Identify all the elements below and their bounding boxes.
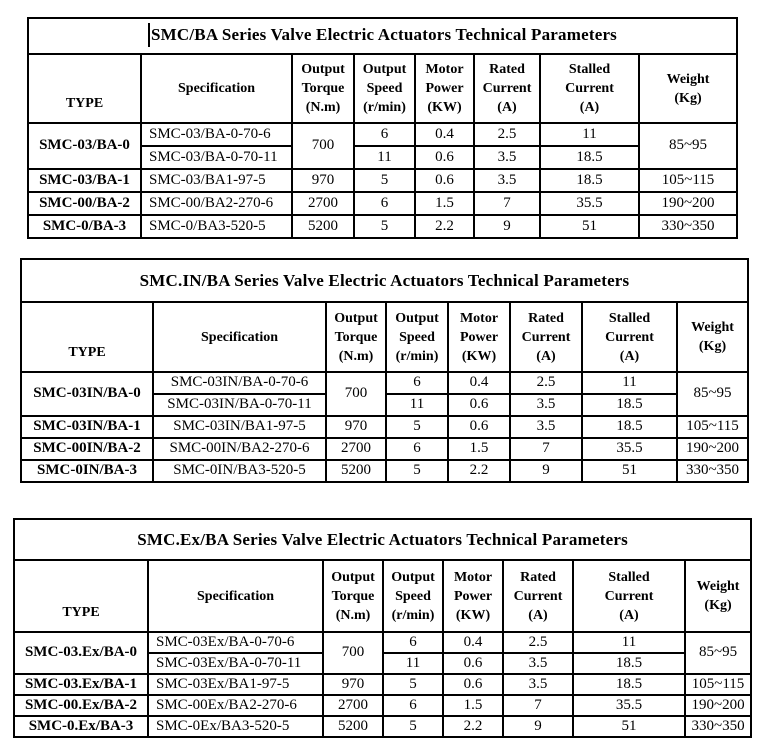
table-title — [28, 18, 737, 54]
header-line: Rated — [528, 310, 564, 326]
rated-current-cell: 3.5 — [474, 146, 540, 169]
spec-cell: SMC-03Ex/BA1-97-5 — [148, 674, 323, 695]
power-cell: 2.2 — [415, 215, 474, 238]
parameters-table — [20, 258, 749, 483]
column-header-type: TYPE — [28, 54, 141, 123]
speed-cell: 5 — [354, 215, 415, 238]
column-header-stalled-current — [540, 54, 639, 123]
power-cell: 0.6 — [415, 169, 474, 192]
type-cell: SMC-03IN/BA-1 — [21, 416, 153, 438]
column-header-output-torque — [326, 302, 386, 372]
column-header-specification: Specification — [141, 54, 292, 123]
speed-cell: 6 — [386, 438, 448, 460]
rated-current-cell: 7 — [510, 438, 582, 460]
stalled-current-cell: 11 — [573, 632, 685, 653]
speed-cell: 5 — [354, 169, 415, 192]
header-line: Motor — [459, 310, 499, 326]
speed-cell: 11 — [383, 653, 443, 674]
header-line: Rated — [520, 569, 556, 585]
type-cell: SMC-03IN/BA-0 — [21, 372, 153, 416]
header-line: Torque — [334, 329, 378, 345]
rated-current-cell: 3.5 — [510, 416, 582, 438]
header-line: Weight — [696, 579, 740, 594]
header-line: (r/min) — [391, 607, 435, 623]
column-header-motor-power — [443, 560, 503, 632]
column-header-weight — [685, 560, 751, 632]
speed-cell: 6 — [354, 123, 415, 146]
stalled-current-cell: 11 — [582, 372, 677, 394]
header-line: Power — [459, 329, 499, 345]
speed-cell: 5 — [383, 674, 443, 695]
header-line: Weight — [691, 320, 734, 335]
spec-cell: SMC-0/BA3-520-5 — [141, 215, 292, 238]
table-smc-ex-ba — [13, 518, 750, 738]
torque-cell: 5200 — [326, 460, 386, 482]
speed-cell: 6 — [383, 632, 443, 653]
stalled-current-cell: 18.5 — [540, 146, 639, 169]
column-header-type: TYPE — [14, 560, 148, 632]
header-line: Speed — [366, 81, 403, 96]
header-line: Power — [453, 588, 493, 604]
weight-cell: 190~200 — [677, 438, 748, 460]
power-cell: 2.2 — [443, 716, 503, 737]
speed-cell: 5 — [383, 716, 443, 737]
power-cell: 0.6 — [448, 394, 510, 416]
stalled-current-cell: 18.5 — [540, 169, 639, 192]
power-cell: 0.6 — [415, 146, 474, 169]
rated-current-cell: 3.5 — [503, 653, 573, 674]
header-line: Speed — [395, 588, 431, 604]
stalled-current-cell: 35.5 — [540, 192, 639, 215]
header-line: Speed — [399, 329, 435, 345]
rated-current-cell: 2.5 — [474, 123, 540, 146]
weight-cell: 105~115 — [677, 416, 748, 438]
parameters-table — [13, 518, 752, 738]
rated-current-cell: 7 — [503, 695, 573, 716]
header-line: (KW) — [427, 100, 462, 115]
header-line: Stalled — [568, 62, 611, 77]
header-line: (N.m) — [338, 348, 374, 364]
header-line: Current — [565, 81, 614, 96]
header-line: Current — [605, 329, 654, 345]
stalled-current-cell: 11 — [540, 123, 639, 146]
header-line: (A) — [619, 348, 640, 364]
column-header-output-speed — [386, 302, 448, 372]
torque-cell: 2700 — [323, 695, 383, 716]
header-line: (KW) — [461, 348, 497, 364]
torque-cell: 2700 — [292, 192, 354, 215]
header-line: Stalled — [608, 310, 651, 326]
weight-cell: 105~115 — [685, 674, 751, 695]
column-header-specification: Specification — [148, 560, 323, 632]
torque-cell: 2700 — [326, 438, 386, 460]
weight-cell: 85~95 — [685, 632, 751, 674]
table-title-text: SMC/BA Series Valve Electric Actuators Technical Parameters — [151, 24, 618, 44]
speed-cell: 5 — [386, 460, 448, 482]
column-header-motor-power — [448, 302, 510, 372]
weight-cell: 190~200 — [639, 192, 737, 215]
header-line: (r/min) — [395, 348, 439, 364]
weight-cell: 330~350 — [685, 716, 751, 737]
speed-cell: 11 — [386, 394, 448, 416]
torque-cell: 5200 — [323, 716, 383, 737]
stalled-current-cell: 18.5 — [582, 394, 677, 416]
rated-current-cell: 9 — [474, 215, 540, 238]
header-line: Output — [391, 569, 435, 585]
column-header-stalled-current — [582, 302, 677, 372]
header-line: Current — [521, 329, 571, 345]
speed-cell: 5 — [386, 416, 448, 438]
header-line: Motor — [453, 569, 493, 585]
type-cell: SMC-00.Ex/BA-2 — [14, 695, 148, 716]
rated-current-cell: 3.5 — [474, 169, 540, 192]
power-cell: 0.6 — [443, 653, 503, 674]
stalled-current-cell: 51 — [540, 215, 639, 238]
table-title: SMC.Ex/BA Series Valve Electric Actuators Technical Parameters — [14, 519, 751, 560]
weight-cell: 85~95 — [639, 123, 737, 169]
header-line: Output — [301, 62, 345, 77]
stalled-current-cell: 18.5 — [573, 674, 685, 695]
power-cell: 2.2 — [448, 460, 510, 482]
spec-cell: SMC-0IN/BA3-520-5 — [153, 460, 326, 482]
header-line: (Kg) — [674, 90, 702, 106]
power-cell: 0.4 — [415, 123, 474, 146]
header-line: (N.m) — [335, 607, 371, 623]
power-cell: 1.5 — [443, 695, 503, 716]
rated-current-cell: 3.5 — [503, 674, 573, 695]
spec-cell: SMC-03IN/BA1-97-5 — [153, 416, 326, 438]
type-cell: SMC-0/BA-3 — [28, 215, 141, 238]
weight-cell: 105~115 — [639, 169, 737, 192]
column-header-type: TYPE — [21, 302, 153, 372]
type-cell: SMC-03.Ex/BA-0 — [14, 632, 148, 674]
column-header-weight — [677, 302, 748, 372]
header-line: (A) — [536, 348, 556, 364]
header-line: (Kg) — [704, 598, 732, 613]
table-smc-ba — [27, 17, 736, 239]
text-cursor-icon — [148, 23, 150, 47]
column-header-rated-current — [510, 302, 582, 372]
rated-current-cell: 3.5 — [510, 394, 582, 416]
header-line: Weight — [666, 71, 710, 87]
header-line: Torque — [301, 81, 345, 96]
column-header-rated-current — [474, 54, 540, 123]
spec-cell: SMC-00IN/BA2-270-6 — [153, 438, 326, 460]
table-title: SMC.IN/BA Series Valve Electric Actuators Technical Parameters — [21, 259, 748, 302]
power-cell: 0.6 — [443, 674, 503, 695]
header-line: (r/min) — [363, 100, 406, 115]
power-cell: 1.5 — [415, 192, 474, 215]
stalled-current-cell: 51 — [582, 460, 677, 482]
torque-cell: 700 — [326, 372, 386, 416]
rated-current-cell: 9 — [510, 460, 582, 482]
column-header-weight — [639, 54, 737, 123]
type-cell: SMC-00/BA-2 — [28, 192, 141, 215]
weight-cell: 330~350 — [639, 215, 737, 238]
stalled-current-cell: 18.5 — [582, 416, 677, 438]
stalled-current-cell: 35.5 — [582, 438, 677, 460]
column-header-motor-power — [415, 54, 474, 123]
column-header-output-torque — [292, 54, 354, 123]
spec-cell: SMC-0Ex/BA3-520-5 — [148, 716, 323, 737]
torque-cell: 970 — [323, 674, 383, 695]
power-cell: 0.6 — [448, 416, 510, 438]
header-line: Output — [362, 62, 407, 77]
header-line: Motor — [425, 62, 464, 77]
stalled-current-cell: 51 — [573, 716, 685, 737]
column-header-rated-current — [503, 560, 573, 632]
speed-cell: 6 — [354, 192, 415, 215]
spec-cell: SMC-03/BA-0-70-11 — [141, 146, 292, 169]
header-line: (A) — [528, 607, 548, 623]
header-line: Current — [604, 588, 654, 604]
torque-cell: 5200 — [292, 215, 354, 238]
table-smc-in-ba — [20, 258, 747, 483]
type-cell: SMC-03/BA-1 — [28, 169, 141, 192]
type-cell: SMC-03/BA-0 — [28, 123, 141, 169]
header-line: Output — [331, 569, 375, 585]
spec-cell: SMC-00/BA2-270-6 — [141, 192, 292, 215]
column-header-stalled-current — [573, 560, 685, 632]
spec-cell: SMC-00Ex/BA2-270-6 — [148, 695, 323, 716]
spec-cell: SMC-03/BA1-97-5 — [141, 169, 292, 192]
power-cell: 0.4 — [448, 372, 510, 394]
type-cell: SMC-03.Ex/BA-1 — [14, 674, 148, 695]
header-line: Torque — [331, 588, 375, 604]
column-header-output-torque — [323, 560, 383, 632]
type-cell: SMC-0IN/BA-3 — [21, 460, 153, 482]
speed-cell: 6 — [386, 372, 448, 394]
weight-cell: 85~95 — [677, 372, 748, 416]
header-line: Output — [334, 310, 378, 326]
power-cell: 0.4 — [443, 632, 503, 653]
rated-current-cell: 2.5 — [510, 372, 582, 394]
spec-cell: SMC-03Ex/BA-0-70-6 — [148, 632, 323, 653]
torque-cell: 700 — [323, 632, 383, 674]
speed-cell: 11 — [354, 146, 415, 169]
rated-current-cell: 9 — [503, 716, 573, 737]
spec-cell: SMC-03IN/BA-0-70-6 — [153, 372, 326, 394]
parameters-table — [27, 17, 738, 239]
speed-cell: 6 — [383, 695, 443, 716]
spec-cell: SMC-03/BA-0-70-6 — [141, 123, 292, 146]
torque-cell: 700 — [292, 123, 354, 169]
stalled-current-cell: 18.5 — [573, 653, 685, 674]
column-header-output-speed — [354, 54, 415, 123]
header-line: (A) — [497, 100, 517, 115]
header-line: Rated — [489, 62, 525, 77]
rated-current-cell: 7 — [474, 192, 540, 215]
power-cell: 1.5 — [448, 438, 510, 460]
column-header-output-speed — [383, 560, 443, 632]
type-cell: SMC-00IN/BA-2 — [21, 438, 153, 460]
type-cell: SMC-0.Ex/BA-3 — [14, 716, 148, 737]
header-line: (A) — [619, 607, 639, 623]
header-line: Power — [425, 81, 464, 96]
header-line: (A) — [579, 100, 600, 115]
header-line: Current — [513, 588, 563, 604]
spec-cell: SMC-03IN/BA-0-70-11 — [153, 394, 326, 416]
header-line: (KW) — [455, 607, 491, 623]
header-line: (Kg) — [698, 339, 727, 354]
column-header-specification: Specification — [153, 302, 326, 372]
header-line: Output — [395, 310, 439, 326]
weight-cell: 330~350 — [677, 460, 748, 482]
torque-cell: 970 — [326, 416, 386, 438]
spec-cell: SMC-03Ex/BA-0-70-11 — [148, 653, 323, 674]
header-line: Current — [482, 81, 532, 96]
weight-cell: 190~200 — [685, 695, 751, 716]
header-line: (N.m) — [305, 100, 341, 115]
torque-cell: 970 — [292, 169, 354, 192]
rated-current-cell: 2.5 — [503, 632, 573, 653]
header-line: Stalled — [608, 569, 650, 585]
stalled-current-cell: 35.5 — [573, 695, 685, 716]
